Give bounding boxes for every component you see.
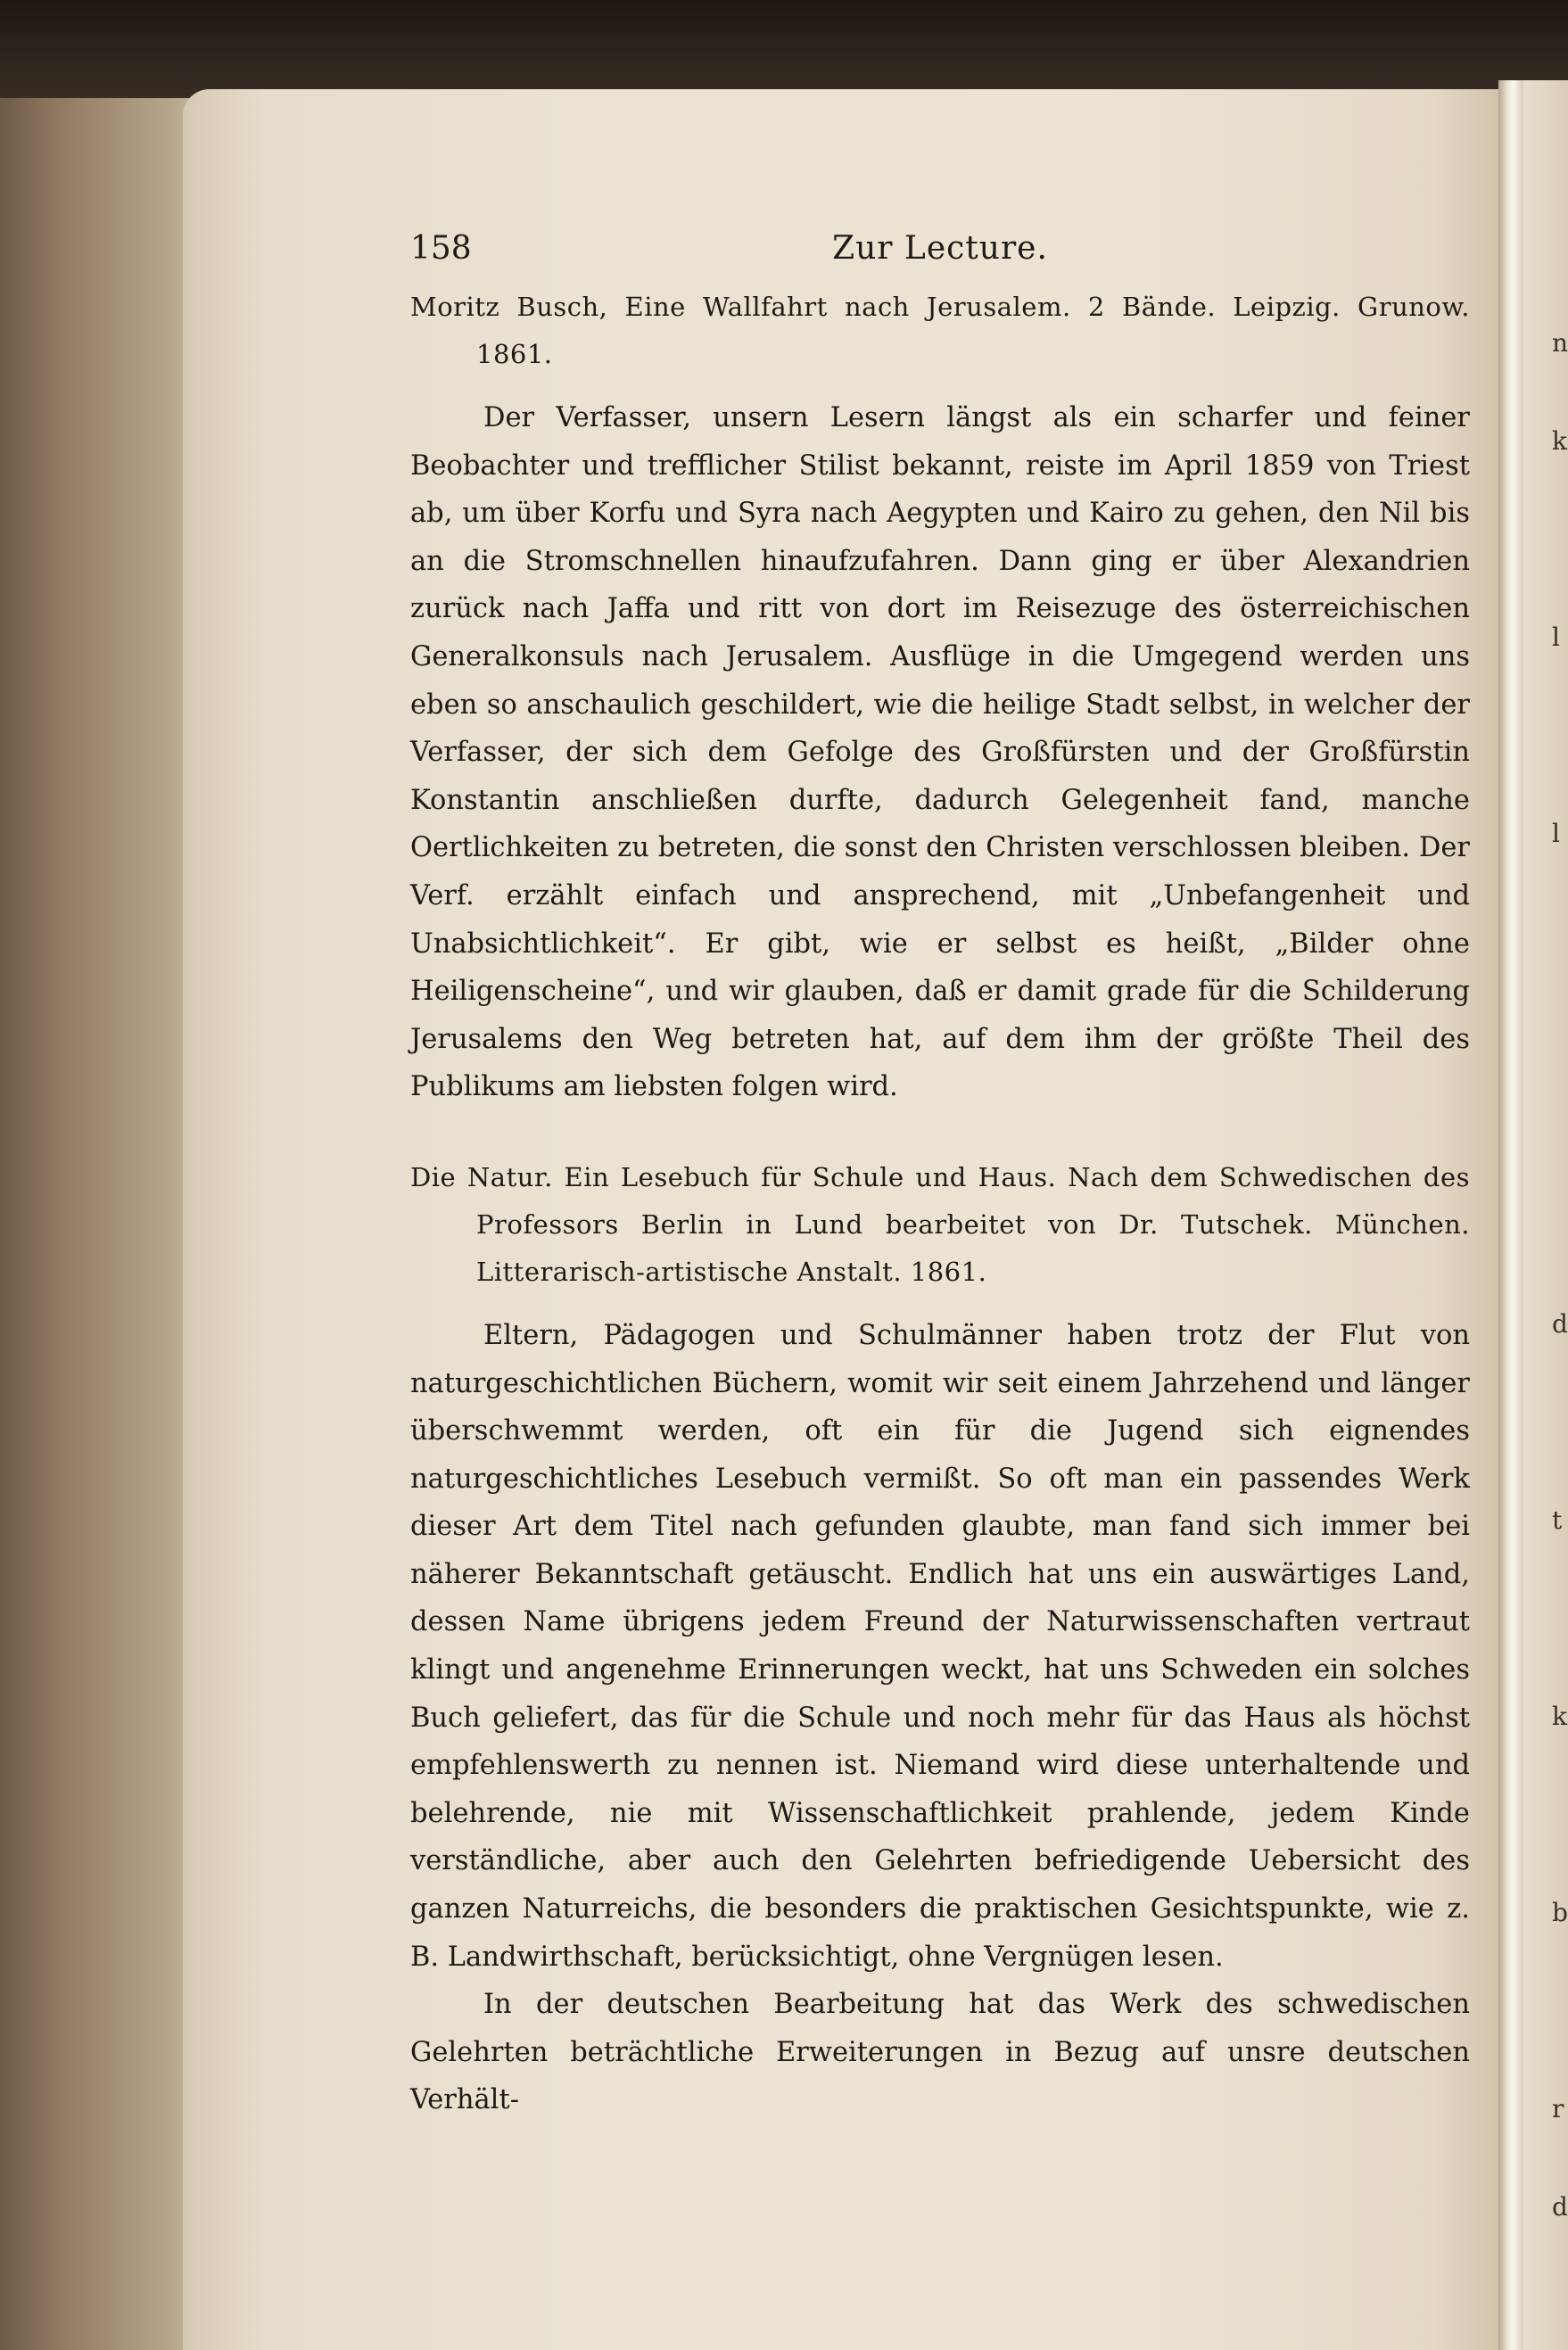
next-page-edge-letters: n k l l d t k b r d (1552, 328, 1568, 2222)
review-paragraph: Eltern, Pädagogen und Schulmänner haben trotz der Flut von naturgeschichtlichen Büchern, womit wir seit einem Jahrzehend und länger überschwemmt werden, oft ein für die Jugend sich eignendes naturgeschichtliches Lesebuch vermißt. So oft man ein passendes Werk dieser Art dem Titel nach gefunden glaubte, man fand sich immer bei näherer Bekanntschaft getäuscht. Endlich hat uns ein auswärtiges Land, dessen Name übrigens jedem Freund der Naturwissenschaften vertraut klingt und angenehme Erinnerungen weckt, hat uns Schweden ein solches Buch geliefert, das für die Schule und noch mehr für das Haus als höchst empfehlenswerth zu nennen ist. Niemand wird diese unterhaltende und belehrende, nie mit Wissenschaftlichkeit prahlende, jedem Kinde verständliche, aber auch den Gelehrten befriedigende Uebersicht des ganzen Naturreichs, die besonders die praktischen Gesichtspunkte, wie z. B. Landwirthschaft, berücksichtigt, ohne Vergnügen lesen. (410, 1319, 1470, 1973)
review-entry (410, 1154, 1470, 2124)
review-entry (410, 284, 1470, 1111)
page-number: 158 (410, 230, 472, 267)
entry-separator (410, 1111, 1470, 1147)
entry-citation: Die Natur. Ein Lesebuch für Schule und Haus. Nach dem Schwedischen des Professors Berlin in Lund bearbeitet von Dr. Tutschek. München. Litterarisch-artistische Anstalt. 1861. (410, 1161, 1470, 1287)
running-head: Zur Lecture. (832, 230, 1048, 267)
binding-gutter (1498, 80, 1523, 2350)
page-block-edge (0, 98, 205, 2350)
review-paragraph: In der deutschen Bearbeitung hat das Werk des schwedischen Gelehrten beträchtliche Erweiterungen in Bezug auf unsre deutschen Verhält- (410, 1989, 1470, 2116)
page-header (410, 223, 1470, 276)
review-paragraph: Der Verfasser, unsern Lesern längst als ein scharfer und feiner Beobachter und trefflicher Stilist bekannt, reiste im April 1859 von Triest ab, um über Korfu und Syra nach Aegypten und Kairo zu gehen, den Nil bis an die Stromschnellen hinaufzufahren. Dann ging er über Alexandrien zurück nach Jaffa und ritt von dort im Reisezuge des österreichischen Generalkonsuls nach Jerusalem. Ausflüge in die Umgegend werden uns eben so anschaulich geschildert, wie die heilige Stadt selbst, in welcher der Verfasser, der sich dem Gefolge des Großfürsten und der Großfürstin Konstantin anschließen durfte, dadurch Gelegenheit fand, manche Oertlichkeiten zu betreten, die sonst den Christen verschlossen bleiben. Der Verf. erzählt einfach und ansprechend, mit „Unbefangenheit und Unabsichtlichkeit“. Er gibt, wie er selbst es heißt, „Bilder ohne Heiligenscheine“, und wir glauben, daß er damit grade für die Schilderung Jerusalems den Weg betreten hat, auf dem ihm der größte Theil des Publikums am liebsten folgen wird. (410, 402, 1470, 1103)
text-column (410, 223, 1470, 2124)
entry-citation: Moritz Busch, Eine Wallfahrt nach Jerusalem. 2 Bände. Leipzig. Grunow. 1861. (410, 292, 1470, 369)
